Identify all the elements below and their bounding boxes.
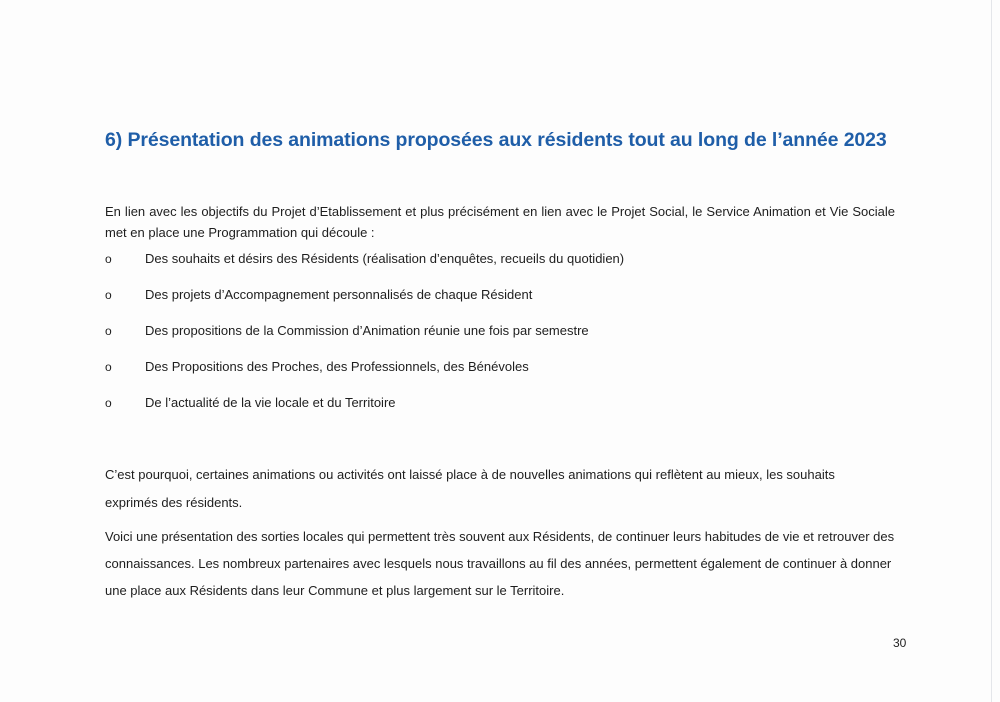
- page-edge: [991, 0, 992, 702]
- list-item: [105, 356, 624, 392]
- list-item-text: De l’actualité de la vie locale et du Territoire: [145, 395, 396, 410]
- list-item-text: Des projets d’Accompagnement personnalisés de chaque Résident: [145, 287, 533, 302]
- paragraph-why: C’est pourquoi, certaines animations ou activités ont laissé place à de nouvelles animations qui reflètent au mieux, les souhaits exprimés des résidents.: [105, 467, 835, 510]
- list-item: [105, 248, 624, 284]
- paragraph-local-outings: Voici une présentation des sorties locales qui permettent très souvent aux Résidents, de continuer leurs habitudes de vie et retrouver des connaissances. Les nombreux partenaires avec lesquels nous travaillons au fil des années, permettent également de continuer à donner une place aux Résidents dans leur Commune et plus largement sur le Territoire.: [105, 529, 895, 598]
- bullet-marker: o: [105, 252, 112, 266]
- list-item: [105, 320, 624, 356]
- bullet-marker: o: [105, 360, 112, 374]
- bullet-marker: o: [105, 324, 112, 338]
- list-item: [105, 284, 624, 320]
- bullet-marker: o: [105, 396, 112, 410]
- intro-paragraph: En lien avec les objectifs du Projet d’Etablissement et plus précisément en lien avec le Projet Social, le Service Animation et Vie Sociale met en place une Programmation qui découle :: [105, 204, 895, 240]
- list-item-text: Des propositions de la Commission d’Animation réunie une fois par semestre: [145, 323, 589, 338]
- programme-sources-list: [105, 248, 624, 428]
- list-item: [105, 392, 624, 428]
- list-item-text: Des Propositions des Proches, des Professionnels, des Bénévoles: [145, 359, 529, 374]
- page-number: 30: [893, 636, 907, 650]
- section-title: 6) Présentation des animations proposées aux résidents tout au long de l’année 2023: [105, 129, 887, 151]
- bullet-marker: o: [105, 288, 112, 302]
- list-item-text: Des souhaits et désirs des Résidents (réalisation d’enquêtes, recueils du quotidien): [145, 251, 625, 266]
